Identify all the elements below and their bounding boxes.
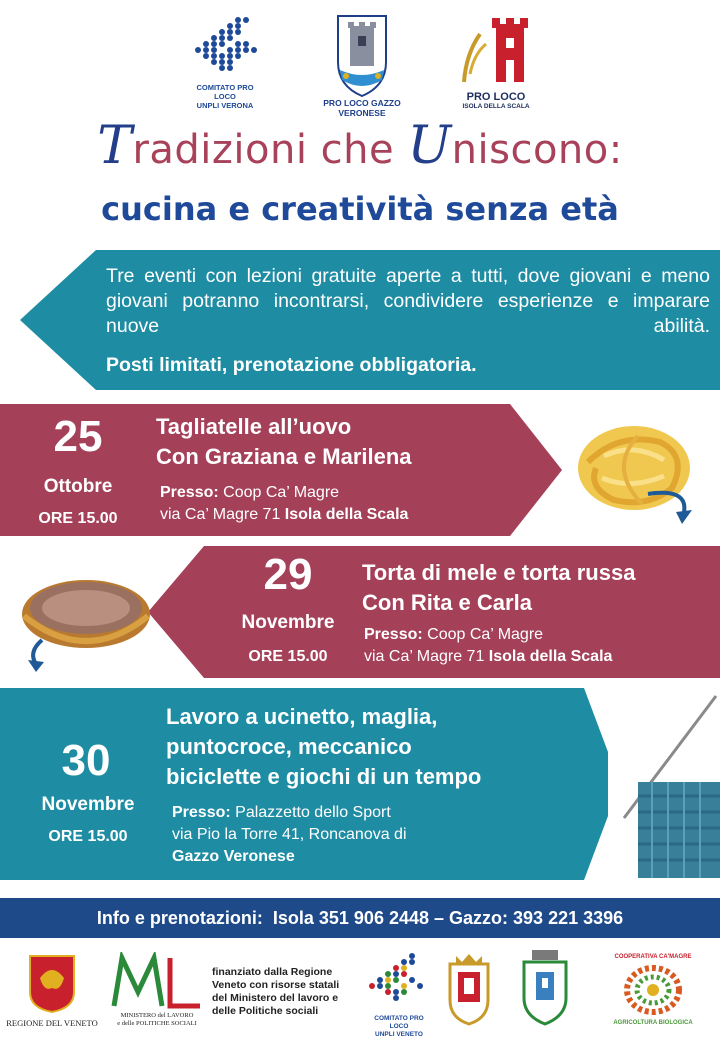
coop-subtitle: AGRICOLTURA BIOLOGICA <box>613 1020 693 1026</box>
event3-title-line1: Lavoro a ucinetto, maglia, <box>166 704 438 729</box>
event2-place <box>364 624 612 668</box>
torta-image <box>14 556 154 674</box>
event3-place <box>172 802 407 868</box>
intro-notice: Posti limitati, prenotazione obbligatoria. <box>106 354 477 376</box>
logo-unpli-verona <box>188 14 262 110</box>
comune-crest-1-icon <box>446 950 492 1026</box>
isola-title: PRO LOCO <box>466 91 526 103</box>
event3-title <box>166 702 481 792</box>
isola-subtitle: ISOLA DELLA SCALA <box>462 103 530 110</box>
unpli-verona-text: COMITATO PRO LOCO UNPLI VERONA <box>196 83 254 110</box>
unpli-dots-icon <box>188 14 262 78</box>
veneto-lion-icon <box>6 952 98 1014</box>
event1-place-label: Presso: <box>160 484 219 501</box>
info-label: Info e prenotazioni: <box>96 908 263 928</box>
unpli-veneto-dots-icon <box>364 950 434 1010</box>
event1-place-name: Coop Ca’ Magre <box>218 484 340 501</box>
knitting-image <box>608 692 720 888</box>
event1-time: ORE 15.00 <box>38 510 118 527</box>
event3-place-label: Presso: <box>172 804 231 821</box>
comune-crest-2-icon <box>520 946 570 1026</box>
title-part-a: radizioni che <box>132 127 408 173</box>
isola-tower-icon <box>456 14 536 86</box>
event3-time: ORE 15.00 <box>48 828 128 845</box>
logo-ministero <box>108 952 206 1036</box>
logo-pro-loco-gazzo <box>308 10 416 118</box>
event2-day: 29 <box>263 550 313 599</box>
event2-address: via Ca’ Magre 71 <box>364 648 489 665</box>
event1-address-city: Isola della Scala <box>284 506 409 523</box>
logo-regione-veneto <box>6 952 98 1036</box>
coop-title: COOPERATIVA CA'MAGRE <box>614 954 692 960</box>
event1-month: Ottobre <box>43 476 113 497</box>
logo-unpli-veneto <box>364 950 434 1036</box>
event1-title-line1: Tagliatelle all’uovo <box>156 414 352 439</box>
logo-pro-loco-isola <box>456 14 536 110</box>
event3-place-name: Palazzetto dello Sport <box>230 804 391 821</box>
gazzo-ring-text: PRO LOCO GAZZO VERONESE <box>323 98 401 118</box>
title-initial-t: T <box>97 116 133 176</box>
event2-place-label: Presso: <box>364 626 423 643</box>
event1-title-line2: Con Graziana e Marilena <box>156 444 412 469</box>
event1-place <box>160 482 408 526</box>
funding-text: finanziato dalla Regione Veneto con risorse statali del Ministero del lavoro e delle Politiche sociali <box>212 966 340 1017</box>
unpli-veneto-text: COMITATO PRO LOCO UNPLI VENETO <box>374 1015 424 1038</box>
info-gazzo-label: Gazzo: <box>449 908 509 928</box>
event2-title-line1: Torta di mele e torta russa <box>362 560 636 585</box>
main-title <box>0 116 720 176</box>
event3-day: 30 <box>61 736 111 785</box>
logo-coop-ca-magre <box>608 954 698 1034</box>
event2-title-line2: Con Rita e Carla <box>362 590 532 615</box>
event3-address: via Pio la Torre 41, Roncanova di <box>172 826 407 843</box>
event2-month: Novembre <box>241 612 335 633</box>
event1-day: 25 <box>53 412 103 461</box>
regione-veneto-text: REGIONE DEL VENETO <box>6 1018 98 1028</box>
title-initial-u: U <box>407 116 452 176</box>
intro-text: Tre eventi con lezioni gratuite aperte a tutti, dove giovani e meno giovani potranno incontrarsi, condividere esperienze e imparare nuove abilità. <box>106 265 710 337</box>
tagliatelle-image <box>568 412 704 530</box>
info-isola-label: Isola <box>272 908 314 928</box>
ministero-text: MINISTERO del LAVORO e delle POLITICHE SOCIALI <box>117 1012 197 1027</box>
event2-place-name: Coop Ca’ Magre <box>422 626 544 643</box>
info-gazzo-phone: 393 221 3396 <box>508 908 624 928</box>
event3-month: Novembre <box>41 794 135 815</box>
event1-title <box>156 412 412 472</box>
event2-title <box>362 558 635 618</box>
event3-title-line2: puntocroce, meccanico <box>166 734 412 759</box>
event3-title-line3: biciclette e giochi di un tempo <box>166 764 482 789</box>
event3-address-city: Gazzo Veronese <box>172 848 295 865</box>
info-isola-phone: 351 906 2448 – <box>313 908 450 928</box>
info-bar <box>0 898 720 938</box>
ministero-ml-icon <box>108 952 206 1010</box>
event2-address-city: Isola della Scala <box>488 648 613 665</box>
subtitle: cucina e creatività senza età <box>101 190 619 228</box>
coop-wreath-icon <box>622 964 684 1016</box>
event2-time: ORE 15.00 <box>248 648 328 665</box>
title-part-b: niscono: <box>451 127 623 173</box>
event1-address: via Ca’ Magre 71 <box>160 506 285 523</box>
